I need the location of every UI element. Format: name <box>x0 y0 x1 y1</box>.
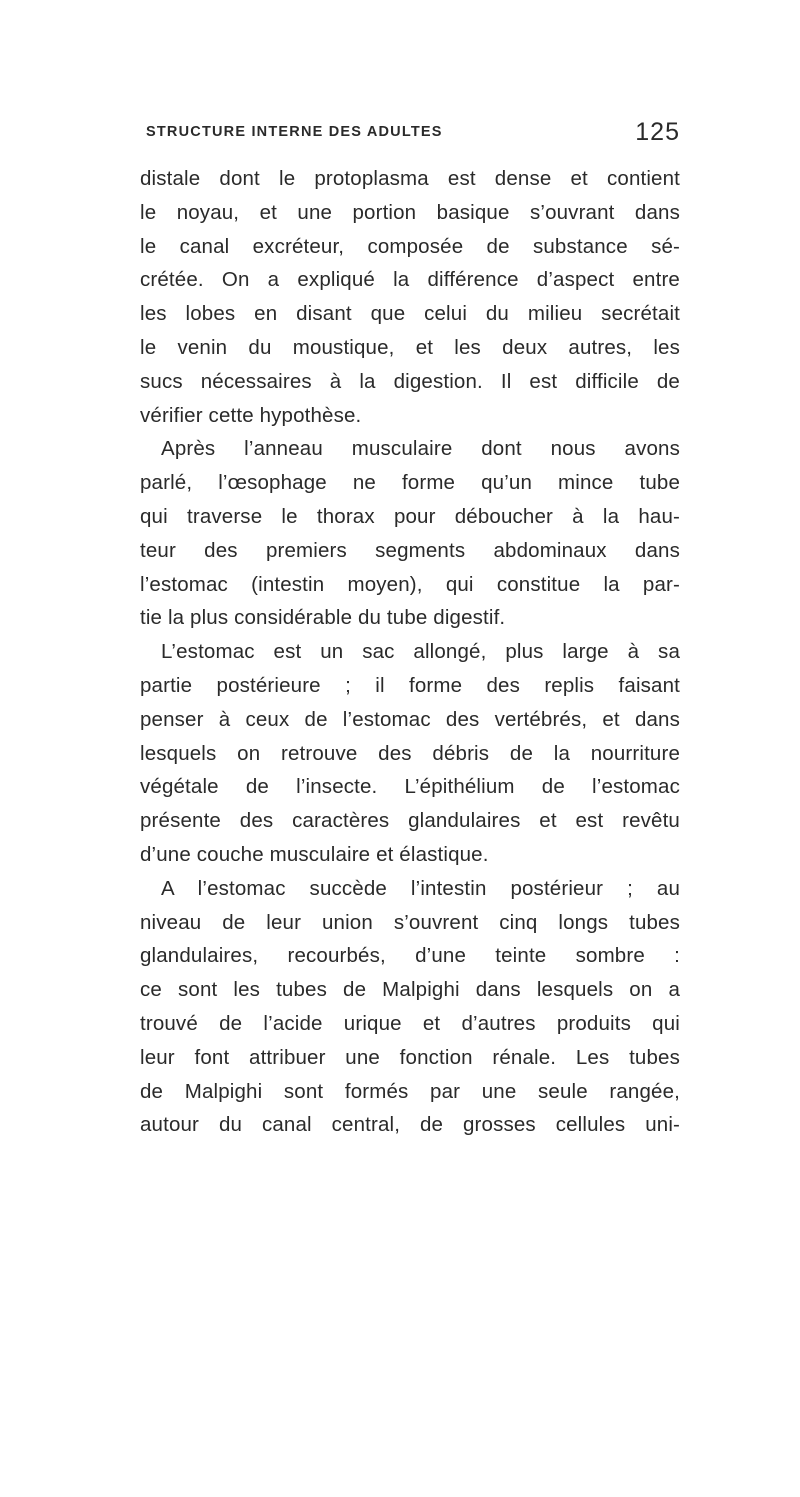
running-title: STRUCTURE INTERNE DES ADULTES <box>146 124 443 140</box>
text-line: lesquels on retrouve des débris de la nourriture <box>140 741 680 765</box>
text-line: teur des premiers segments abdominaux dans <box>140 538 680 562</box>
text-line: le canal excréteur, composée de substance sé- <box>140 234 680 258</box>
text-line: autour du canal central, de grosses cellules uni- <box>140 1113 680 1137</box>
text-line: parlé, l’œsophage ne forme qu’un mince tube <box>140 471 680 495</box>
text-line: de Malpighi sont formés par une seule rangée, <box>140 1079 680 1103</box>
text-line: ce sont les tubes de Malpighi dans lesquels on a <box>140 978 680 1002</box>
page-number: 125 <box>635 118 680 146</box>
text-line: vérifier cette hypothèse. <box>140 403 362 427</box>
text-line: qui traverse le thorax pour déboucher à la hau- <box>140 504 680 528</box>
text-line: tie la plus considérable du tube digestif. <box>140 606 506 630</box>
text-line: le noyau, et une portion basique s’ouvrant dans <box>140 200 680 224</box>
text-line: l’estomac (intestin moyen), qui constitue la par- <box>140 572 680 596</box>
text-line: L’estomac est un sac allongé, plus large à sa <box>161 640 680 664</box>
text-line: crétée. On a expliqué la différence d’aspect entre <box>140 268 680 292</box>
text-line: végétale de l’insecte. L’épithélium de l’estomac <box>140 775 680 799</box>
page-header <box>140 118 680 158</box>
text-line: glandulaires, recourbés, d’une teinte sombre : <box>140 944 680 968</box>
text-line: d’une couche musculaire et élastique. <box>140 842 489 866</box>
text-line: partie postérieure ; il forme des replis faisant <box>140 673 680 697</box>
text-line: A l’estomac succède l’intestin postérieur ; au <box>161 876 680 900</box>
text-line: leur font attribuer une fonction rénale. Les tubes <box>140 1045 680 1069</box>
text-line: trouvé de l’acide urique et d’autres produits qui <box>140 1011 680 1035</box>
text-line: niveau de leur union s’ouvrent cinq longs tubes <box>140 910 680 934</box>
text-line: sucs nécessaires à la digestion. Il est difficile de <box>140 369 680 393</box>
text-line: présente des caractères glandulaires et est revêtu <box>140 809 680 833</box>
text-line: le venin du moustique, et les deux autres, les <box>140 335 680 359</box>
text-line: distale dont le protoplasma est dense et contient <box>140 167 680 190</box>
body-text <box>140 162 680 1142</box>
text-line: Après l’anneau musculaire dont nous avons <box>161 437 680 461</box>
text-line: les lobes en disant que celui du milieu secrétait <box>140 302 680 326</box>
text-line: penser à ceux de l’estomac des vertébrés, et dans <box>140 707 680 731</box>
